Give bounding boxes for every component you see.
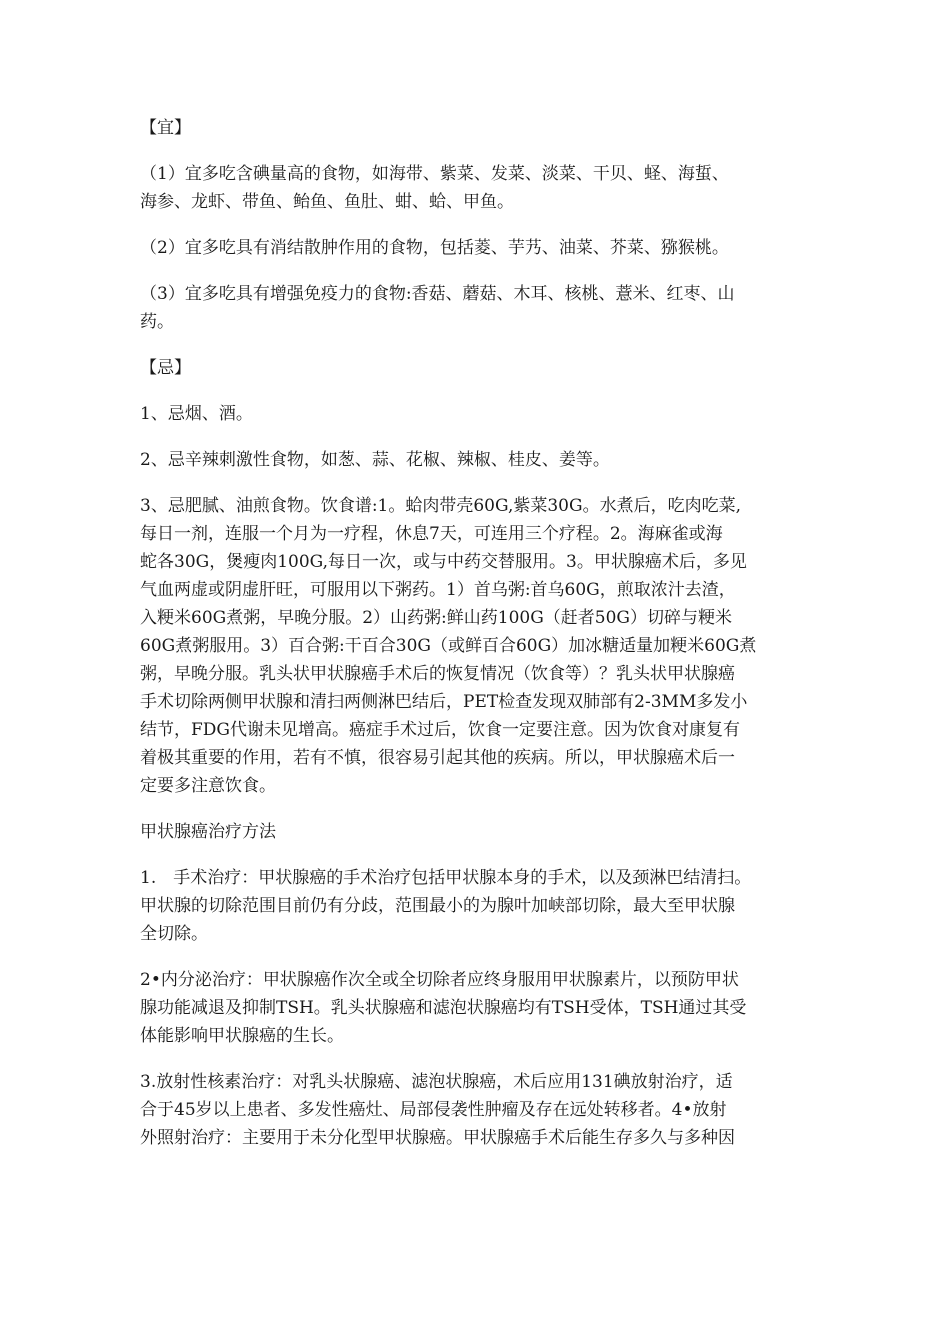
section-title-treatment: 甲状腺癌治疗方法 <box>140 822 276 842</box>
paragraph-treatment-3: 3.放射性核素治疗：对乳头状腺癌、滤泡状腺癌，术后应用131碘放射治疗，适 合于45岁以上患者、多发性癌灶、局部侵袭性肿瘤及存在远处转移者。4•放射 外照射治疗：主要用于未分化型甲状腺癌。甲状腺癌手术后能生存多久与多种因 <box>140 1072 735 1148</box>
paragraph-suitable-2: （2）宜多吃具有消结散肿作用的食物，包括菱、芋艿、油菜、芥菜、猕猴桃。 <box>140 238 729 258</box>
paragraph-avoid-3: 3、忌肥腻、油煎食物。饮食谱:1。蛤肉带壳60G,紫菜30G。水煮后，吃肉吃菜, 每日一剂，连服一个月为一疗程，休息7天，可连用三个疗程。2。海麻雀或海 蛇各30G，煲瘦肉100G,每日一次，或与中药交替服用。3。甲状腺癌术后，多见 气血两虚或阴虚肝旺，可服用以下粥药。1）首乌粥:首乌60G，煎取浓汁去渣， 入粳米60G煮粥，早晚分服。2）山药粥:鲜山药100G（赶者50G）切碎与粳米 60G煮粥服用。3）百合粥:干百合30G（或鲜百合60G）加冰糖适量加粳米60G煮 粥，早晚分服。乳头状甲状腺癌手术后的恢复情况（饮食等）？乳头状甲状腺癌 手术切除两侧甲状腺和清扫两侧淋巴结后，PET检查发现双肺部有2-3MM多发小 结节，FDG代谢未见增高。癌症手术过后，饮食一定要注意。因为饮食对康复有 着极其重要的作用，若有不慎，很容易引起其他的疾病。所以，甲状腺癌术后一 定要多注意饮食。 <box>140 496 757 796</box>
paragraph-suitable-1: （1）宜多吃含碘量高的食物，如海带、紫菜、发菜、淡菜、干贝、蛏、海蜇、 海参、龙虾、带鱼、鲐鱼、鱼肚、蚶、蛤、甲鱼。 <box>140 164 729 212</box>
paragraph-avoid-2: 2、忌辛辣刺激性食物，如葱、蒜、花椒、辣椒、桂皮、姜等。 <box>140 450 610 470</box>
paragraph-treatment-1: 1. 手术治疗：甲状腺癌的手术治疗包括甲状腺本身的手术，以及颈淋巴结清扫。 甲状腺的切除范围目前仍有分歧，范围最小的为腺叶加峡部切除，最大至甲状腺 全切除。 <box>140 868 752 944</box>
document-body <box>140 114 830 1170</box>
paragraph-avoid-1: 1、忌烟、酒。 <box>140 404 253 424</box>
paragraph-treatment-2: 2•内分泌治疗：甲状腺癌作次全或全切除者应终身服用甲状腺素片，以预防甲状 腺功能减退及抑制TSH。乳头状腺癌和滤泡状腺癌均有TSH受体，TSH通过其受 体能影响甲状腺癌的生长。 <box>140 970 747 1046</box>
heading-suitable: 【宜】 <box>140 118 191 138</box>
paragraph-suitable-3: （3）宜多吃具有增强免疫力的食物:香菇、蘑菇、木耳、核桃、薏米、红枣、山 药。 <box>140 284 735 332</box>
heading-avoid: 【忌】 <box>140 358 191 378</box>
